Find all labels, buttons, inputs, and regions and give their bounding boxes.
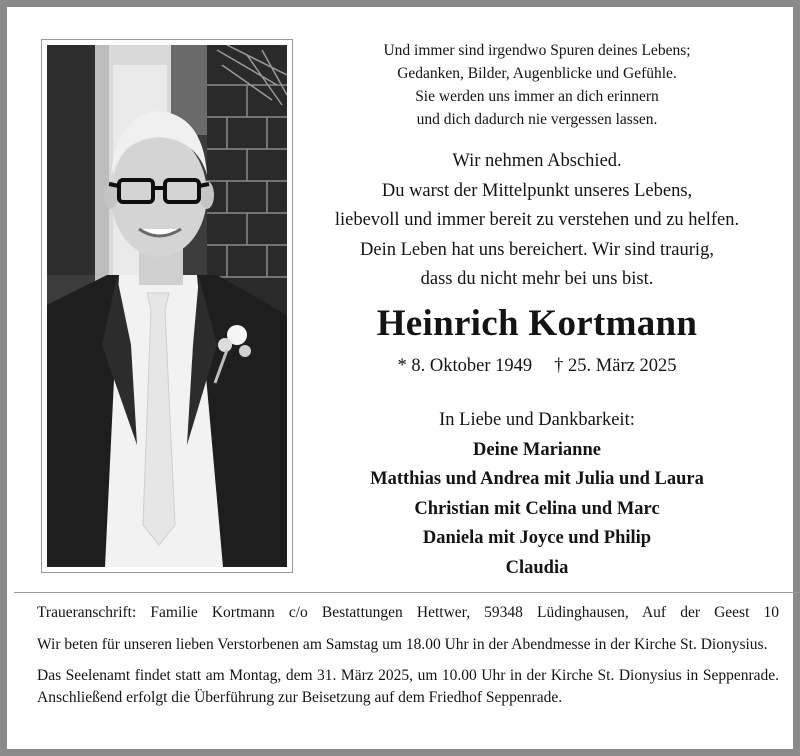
poem-main-line: Dein Leben hat uns bereichert. Wir sind traurig, (360, 239, 714, 260)
poem-intro-line: Gedanken, Bilder, Augenblicke und Gefühle. (397, 65, 677, 82)
deceased-name: Heinrich Kortmann (376, 303, 698, 344)
divider (14, 592, 800, 593)
portrait-photo (47, 45, 287, 567)
life-dates (303, 353, 771, 379)
requiem-notice: Das Seelenamt findet statt am Montag, dem 31. März 2025, um 10.00 Uhr in der Kirche St. Dionysius in Seppenrade. Anschließend erfolgt die Überführung zur Beisetzung auf dem Friedhof Seppenrade. (37, 667, 779, 706)
footer-notes (37, 602, 779, 718)
poem-main (303, 147, 771, 295)
mourner-name: Deine Marianne (473, 439, 601, 460)
mourner-name: Matthias und Andrea mit Julia und Laura (370, 469, 704, 489)
mourner-name: Christian mit Celina und Marc (414, 498, 660, 519)
poem-main-line: Wir nehmen Abschied. (452, 151, 622, 171)
portrait-frame (41, 39, 293, 573)
poem-intro-line: und dich dadurch nie vergessen lassen. (416, 111, 658, 128)
death-date: † 25. März 2025 (554, 356, 677, 376)
mourners-block (303, 406, 771, 583)
poem-main-line: liebevoll und immer bereit zu verstehen und zu helfen. (334, 210, 740, 230)
mass-notice: Wir beten für unseren lieben Verstorbenen am Samstag um 18.00 Uhr in der Abendmesse in der Kirche St. Dionysius. (37, 635, 768, 653)
mourners-intro: In Liebe und Dankbarkeit: (439, 410, 635, 430)
poem-main-line: Du warst der Mittelpunkt unseres Lebens, (381, 180, 693, 201)
birth-date: * 8. Oktober 1949 (397, 356, 533, 376)
mourning-address: Traueranschrift: Familie Kortmann c/o Bestattungen Hettwer, 59348 Lüdinghausen, Auf der Geest 10 (37, 604, 779, 621)
mourner-name: Daniela mit Joyce und Philip (422, 528, 652, 548)
poem-main-line: dass du nicht mehr bei uns bist. (420, 269, 654, 289)
poem-intro-line: Und immer sind irgendwo Spuren deines Lebens; (383, 42, 691, 59)
poem-intro-line: Sie werden uns immer an dich erinnern (415, 88, 659, 105)
poem-intro (307, 39, 767, 131)
mourner-name: Claudia (505, 557, 569, 578)
